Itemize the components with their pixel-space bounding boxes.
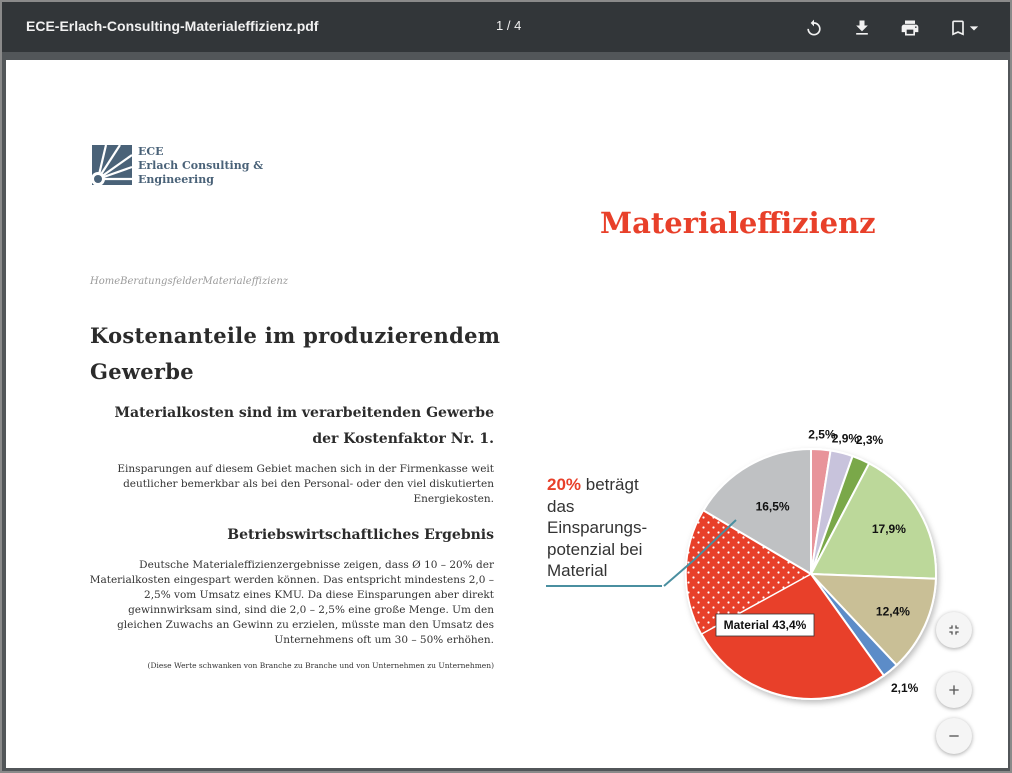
callout-percentage: 20%	[547, 475, 582, 494]
pie-label: 2,3%	[855, 432, 884, 447]
pie-label: 12,4%	[875, 604, 910, 619]
pie-label: 2,5%	[808, 427, 836, 442]
pdf-page	[6, 60, 1008, 768]
download-icon	[852, 18, 872, 38]
callout-line-1: beträgt	[581, 475, 639, 494]
fit-page-button[interactable]	[936, 612, 972, 648]
zoom-in-button[interactable]	[936, 672, 972, 708]
rotate-icon	[804, 18, 824, 38]
logo-line-2: Erlach Consulting &	[138, 159, 264, 172]
print-icon	[900, 18, 920, 38]
fineprint-note: (Diese Werte schwanken von Branche zu Branche und von Unternehmen zu Unternehmen)	[147, 661, 494, 670]
sunburst-logo-icon	[92, 145, 132, 185]
zoom-out-button[interactable]	[936, 718, 972, 754]
download-button[interactable]	[848, 14, 876, 42]
hero-title: Materialeffizienz	[600, 206, 876, 240]
zoom-in-icon	[946, 682, 962, 698]
document-title: ECE-Erlach-Consulting-Materialeffizienz.pdf	[26, 18, 319, 34]
callout-line-3: Einsparungs-	[547, 518, 648, 537]
paragraph-business-result: Deutsche Materialeffizienzergebnisse zeigen, dass Ø 10 – 20% der Materialkosten eingespart werden können. Das entspricht mindestens 2,0 – 2,5% vom Umsatz eines KMU. Da diese Einsparungen aber direkt gewinnwirksam sind, sind die 2,0 – 2,5% eine große Menge. Um den gleichen Zuwachs an Gewinn zu erzielen, müsste man den Umsatz des Unternehmens oft um 30 – 50% erhöhen.	[89, 559, 494, 646]
callout-line-2: das	[547, 496, 575, 516]
subheading-material-costs: Materialkosten sind im verarbeitenden Gewerbe der Kostenfaktor Nr. 1.	[114, 405, 494, 447]
page-indicator[interactable]: 1 / 4	[496, 18, 522, 33]
callout-line-4: potenzial bei	[547, 539, 643, 559]
logo-line-3: Engineering	[138, 173, 214, 186]
pie-label: 16,5%	[755, 499, 790, 514]
fit-page-icon	[946, 622, 962, 638]
paragraph-savings: Einsparungen auf diesem Gebiet machen sich in der Firmenkasse weit deutlicher bemerkbar als bei den Personal- oder den viel diskutierten Energiekosten.	[117, 463, 494, 505]
pdf-toolbar	[0, 0, 1012, 52]
breadcrumb[interactable]: HomeBeratungsfelderMaterialeffizienz	[90, 276, 289, 287]
rotate-button[interactable]	[800, 14, 828, 42]
company-logo	[92, 145, 263, 187]
pie-label: 2,1%	[890, 680, 919, 695]
logo-wordmark	[138, 145, 263, 187]
callout-line-5: Material	[547, 561, 608, 580]
cost-share-pie-chart	[546, 370, 966, 695]
logo-line-1: ECE	[138, 145, 164, 158]
pie-label: 17,9%	[871, 521, 906, 536]
pie-label: 2,9%	[831, 431, 860, 446]
zoom-out-icon	[946, 728, 962, 744]
subheading-business-result: Betriebswirtschaftliches Ergebnis	[227, 527, 494, 543]
pie-label: Material 43,4%	[723, 618, 807, 632]
page-heading: Kostenanteile im produzierendem Gewerbe	[90, 323, 501, 384]
chevron-down-icon	[964, 18, 984, 38]
bookmark-menu-button[interactable]	[964, 14, 984, 42]
print-button[interactable]	[896, 14, 924, 42]
